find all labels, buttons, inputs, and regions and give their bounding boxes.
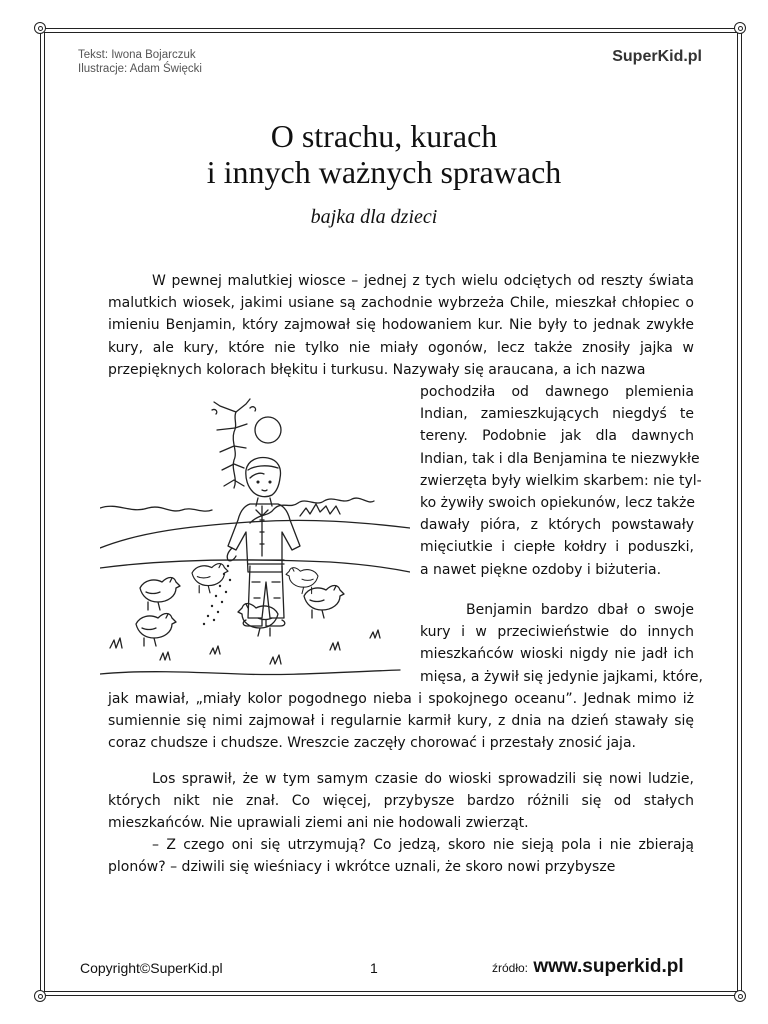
paragraph-2-beside-illustration (420, 599, 703, 688)
story-subtitle: bajka dla dzieci (310, 206, 438, 228)
chicken (304, 586, 344, 619)
boy-feeding-chickens-illustration (100, 398, 410, 688)
brand-name: SuperKid.pl (612, 48, 702, 65)
boy-trousers (248, 566, 284, 618)
paragraph-3: Los sprawił, że w tym samym czasie do wioski sprowadzili się nowi ludzie, których nikt nie znał. Co więcej, przybysze bardzo różnili się od stałych mieszkańców. Nie uprawiali ziemi ani nie hodowali zwierząt. (108, 771, 694, 832)
chicken (140, 578, 180, 611)
tree-trunk (233, 412, 236, 488)
paragraph-1-continuation (420, 381, 702, 581)
text-line: Indian, zamieszkujących niegdyś te (420, 406, 694, 423)
text-line: kury i w przeciwieństwie do innych (420, 624, 694, 641)
story-title-line-1: O strachu, kurach (270, 118, 498, 154)
text-line: ko żywiły swoich opiekunów, lecz także (420, 495, 695, 512)
footer-copyright: Copyright©SuperKid.pl (80, 960, 223, 976)
paragraph-1: W pewnej malutkiej wiosce – jednej z tych wielu odciętych od reszty świata malutkich wiosek, jakimi usiane są zachodnie wybrzeża Chile, mieszkał chłopiec o imieniu Benjamin, który zajmował się hodowaniem kur. Nie były to jednak zwykłe kury, ale kury, które nie tylko nie miały ogonów, lecz także znosiły jajka w przepięknych kolorach błękitu i turkusu. Nazywały się araucana, a ich nazwa (108, 273, 694, 378)
chicken (238, 604, 278, 637)
text-line: mięsa, a żywił się jedynie jajkami, które, (420, 668, 703, 685)
corner-ornament-bottom-left (34, 990, 46, 1002)
credit-text-author: Tekst: Iwona Bojarczuk (78, 49, 196, 61)
text-line: zwierzęta były wielkim skarbem: nie tyl- (420, 472, 702, 489)
corner-ornament-top-left (34, 22, 46, 34)
grass-tufts (110, 630, 380, 664)
text-line: mieszkańców wioski nigdy nie jadł ich (420, 646, 694, 663)
credit-illustrations-author: Ilustracje: Adam Święcki (78, 63, 202, 75)
text-line: a nawet piękne ozdoby i biżuteria. (420, 561, 662, 578)
text-line: pochodziła od dawnego plemienia (420, 384, 694, 400)
paragraph-2-continuation: jak mawiał, „miały kolor pogodnego nieba i spokojnego oceanu”. Jednak mimo iż sumiennie się nimi zajmował i regularnie karmił kury, z dnia na dzień stawały się coraz chudsze i chudsze. Wreszcie zaczęły chorować i przestały znosić jaja. (108, 691, 694, 752)
chicken (286, 568, 318, 594)
credits (78, 48, 202, 76)
story-title-line-2: i innych ważnych sprawach (206, 154, 562, 190)
text-line: tereny. Podobnie jak dla dawnych (420, 428, 694, 445)
corner-ornament-top-right (734, 22, 746, 34)
story-title (0, 118, 768, 190)
page-number: 1 (370, 960, 378, 976)
text-line: mięciutkie i ciepłe kołdry i poduszki, (420, 539, 694, 556)
text-line: dawały pióra, z których powstawały (420, 517, 694, 534)
source-url-link[interactable]: www.superkid.pl (533, 956, 684, 977)
corner-ornament-bottom-right (734, 990, 746, 1002)
paragraph-4: – Z czego oni się utrzymują? Co jedzą, skoro nie sieją pola i nie zbierają plonów? – dziwili się wieśniacy i wkrótce uznali, że skoro nowi przybysze (108, 837, 694, 876)
source-label: źródło: (492, 961, 529, 975)
text-line: Benjamin bardzo dbał o swoje (466, 602, 694, 618)
sun-icon (255, 417, 281, 443)
chicken (136, 614, 176, 647)
footer-source (492, 956, 684, 978)
chicken (192, 564, 228, 593)
scattered-seeds (203, 565, 231, 625)
text-line: Indian, tak i dla Benjamina te niezwykłe (420, 450, 700, 467)
